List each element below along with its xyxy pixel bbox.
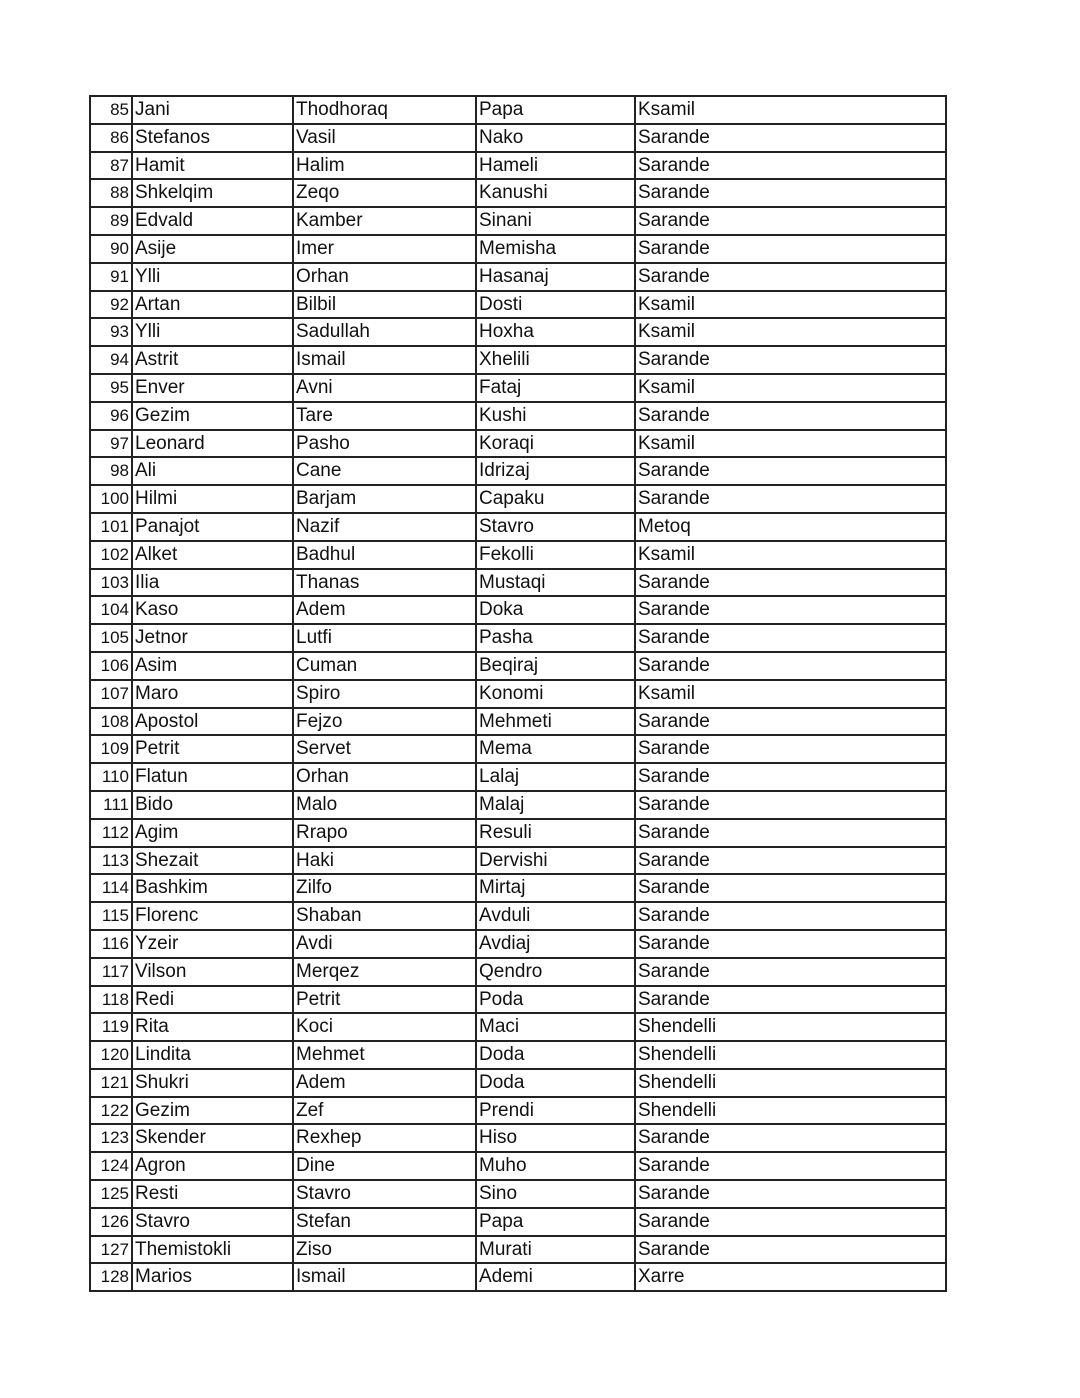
last-name-cell: Maci	[477, 1014, 636, 1040]
row-number-cell: 124	[91, 1153, 133, 1179]
city-cell: Xarre	[638, 1266, 685, 1288]
city-cell: Ksamil	[638, 99, 696, 120]
row-number-cell: 108	[91, 709, 133, 735]
last-name-cell: Papa	[477, 97, 636, 123]
last-name-cell: Sino	[477, 1181, 636, 1207]
last-name-cell: Mirtaj	[477, 875, 636, 901]
row-number-cell: 85	[91, 97, 133, 123]
father-name-cell: Adem	[294, 597, 477, 623]
table-row	[91, 347, 945, 375]
father-name-cell: Pasho	[294, 431, 477, 457]
first-name-cell: Hamit	[133, 153, 294, 179]
first-name-cell: Shezait	[133, 848, 294, 874]
last-name-cell: Hameli	[477, 153, 636, 179]
row-number-cell: 119	[91, 1014, 133, 1040]
row-number-cell: 123	[91, 1125, 133, 1151]
row-number-cell: 103	[91, 570, 133, 596]
city-cell: Sarande	[638, 571, 710, 593]
first-name-cell: Enver	[133, 375, 294, 401]
father-name-cell: Ziso	[294, 1237, 477, 1263]
last-name-cell: Avdiaj	[477, 931, 636, 957]
first-name-cell: Alket	[133, 542, 294, 568]
last-name-cell: Malaj	[477, 792, 636, 818]
last-name-cell: Fataj	[477, 375, 636, 401]
table-row	[91, 403, 945, 431]
first-name-cell: Bashkim	[133, 875, 294, 901]
father-name-cell: Kamber	[294, 208, 477, 234]
last-name-cell: Resuli	[477, 820, 636, 846]
city-cell: Sarande	[638, 960, 710, 982]
row-number-cell: 95	[91, 375, 133, 401]
first-name-cell: Shkelqim	[133, 180, 294, 206]
row-number-cell: 111	[91, 792, 133, 818]
father-name-cell: Shaban	[294, 903, 477, 929]
table-row	[91, 514, 945, 542]
city-cell: Sarande	[638, 210, 710, 232]
city-cell: Sarande	[638, 932, 710, 954]
father-name-cell: Nazif	[294, 514, 477, 540]
row-number-cell: 106	[91, 653, 133, 679]
table-row	[91, 959, 945, 987]
city-cell: Sarande	[638, 1127, 710, 1149]
city-cell: Ksamil	[638, 432, 696, 454]
table-row	[91, 236, 945, 264]
father-name-cell: Haki	[294, 848, 477, 874]
first-name-cell: Vilson	[133, 959, 294, 985]
table-row	[91, 1098, 945, 1126]
city-cell: Sarande	[638, 237, 710, 259]
row-number-cell: 104	[91, 597, 133, 623]
table-row	[91, 458, 945, 486]
city-cell: Sarande	[638, 488, 710, 510]
first-name-cell: Petrit	[133, 736, 294, 762]
name-list-table	[89, 95, 947, 1292]
father-name-cell: Rrapo	[294, 820, 477, 846]
row-number-cell: 114	[91, 875, 133, 901]
first-name-cell: Asije	[133, 236, 294, 262]
first-name-cell: Shukri	[133, 1070, 294, 1096]
last-name-cell: Konomi	[477, 681, 636, 707]
father-name-cell: Thanas	[294, 570, 477, 596]
father-name-cell: Servet	[294, 736, 477, 762]
table-row	[91, 875, 945, 903]
table-row	[91, 1153, 945, 1181]
last-name-cell: Idrizaj	[477, 458, 636, 484]
city-cell: Sarande	[638, 793, 710, 815]
table-row	[91, 1237, 945, 1265]
last-name-cell: Dervishi	[477, 848, 636, 874]
last-name-cell: Mehmeti	[477, 709, 636, 735]
first-name-cell: Themistokli	[133, 1237, 294, 1263]
first-name-cell: Agim	[133, 820, 294, 846]
table-row	[91, 597, 945, 625]
last-name-cell: Fekolli	[477, 542, 636, 568]
last-name-cell: Stavro	[477, 514, 636, 540]
first-name-cell: Bido	[133, 792, 294, 818]
table-row	[91, 542, 945, 570]
father-name-cell: Barjam	[294, 486, 477, 512]
row-number-cell: 105	[91, 625, 133, 651]
father-name-cell: Cuman	[294, 653, 477, 679]
first-name-cell: Ali	[133, 458, 294, 484]
row-number-cell: 102	[91, 542, 133, 568]
city-cell: Sarande	[638, 404, 710, 426]
father-name-cell: Malo	[294, 792, 477, 818]
father-name-cell: Avdi	[294, 931, 477, 957]
father-name-cell: Koci	[294, 1014, 477, 1040]
last-name-cell: Muho	[477, 1153, 636, 1179]
father-name-cell: Stavro	[294, 1181, 477, 1207]
row-number-cell: 128	[91, 1264, 133, 1290]
city-cell: Shendelli	[638, 1044, 717, 1066]
last-name-cell: Beqiraj	[477, 653, 636, 679]
row-number-cell: 86	[91, 125, 133, 151]
table-row	[91, 792, 945, 820]
first-name-cell: Jani	[133, 97, 294, 123]
city-cell: Shendelli	[638, 1099, 717, 1121]
last-name-cell: Dosti	[477, 292, 636, 318]
father-name-cell: Lutfi	[294, 625, 477, 651]
city-cell: Shendelli	[638, 1071, 717, 1093]
first-name-cell: Stavro	[133, 1209, 294, 1235]
last-name-cell: Lalaj	[477, 764, 636, 790]
first-name-cell: Artan	[133, 292, 294, 318]
table-row	[91, 1209, 945, 1237]
father-name-cell: Ismail	[294, 347, 477, 373]
father-name-cell: Fejzo	[294, 709, 477, 735]
father-name-cell: Thodhoraq	[294, 97, 477, 123]
row-number-cell: 118	[91, 987, 133, 1013]
last-name-cell: Kanushi	[477, 180, 636, 206]
table-row	[91, 1264, 945, 1292]
city-cell: Sarande	[638, 126, 710, 148]
first-name-cell: Resti	[133, 1181, 294, 1207]
city-cell: Sarande	[638, 182, 710, 204]
row-number-cell: 98	[91, 458, 133, 484]
last-name-cell: Kushi	[477, 403, 636, 429]
father-name-cell: Avni	[294, 375, 477, 401]
city-cell: Sarande	[638, 738, 710, 760]
table-row	[91, 764, 945, 792]
city-cell: Ksamil	[638, 321, 696, 343]
father-name-cell: Vasil	[294, 125, 477, 151]
first-name-cell: Jetnor	[133, 625, 294, 651]
first-name-cell: Ylli	[133, 319, 294, 345]
first-name-cell: Astrit	[133, 347, 294, 373]
father-name-cell: Cane	[294, 458, 477, 484]
row-number-cell: 88	[91, 180, 133, 206]
first-name-cell: Rita	[133, 1014, 294, 1040]
row-number-cell: 113	[91, 848, 133, 874]
table-row	[91, 1070, 945, 1098]
father-name-cell: Spiro	[294, 681, 477, 707]
last-name-cell: Ademi	[477, 1264, 636, 1290]
first-name-cell: Skender	[133, 1125, 294, 1151]
table-row	[91, 486, 945, 514]
table-row	[91, 319, 945, 347]
last-name-cell: Nako	[477, 125, 636, 151]
row-number-cell: 110	[91, 764, 133, 790]
row-number-cell: 126	[91, 1209, 133, 1235]
city-cell: Sarande	[638, 627, 710, 649]
first-name-cell: Florenc	[133, 903, 294, 929]
row-number-cell: 90	[91, 236, 133, 262]
table-row	[91, 987, 945, 1015]
last-name-cell: Murati	[477, 1237, 636, 1263]
last-name-cell: Sinani	[477, 208, 636, 234]
table-row	[91, 931, 945, 959]
last-name-cell: Xhelili	[477, 347, 636, 373]
father-name-cell: Mehmet	[294, 1042, 477, 1068]
first-name-cell: Yzeir	[133, 931, 294, 957]
father-name-cell: Stefan	[294, 1209, 477, 1235]
father-name-cell: Ismail	[294, 1264, 477, 1290]
city-cell: Sarande	[638, 988, 710, 1010]
row-number-cell: 89	[91, 208, 133, 234]
row-number-cell: 87	[91, 153, 133, 179]
row-number-cell: 115	[91, 903, 133, 929]
first-name-cell: Maro	[133, 681, 294, 707]
row-number-cell: 107	[91, 681, 133, 707]
row-number-cell: 92	[91, 292, 133, 318]
city-cell: Sarande	[638, 877, 710, 899]
father-name-cell: Halim	[294, 153, 477, 179]
table-row	[91, 709, 945, 737]
table-row	[91, 125, 945, 153]
city-cell: Ksamil	[638, 293, 696, 315]
table-row	[91, 625, 945, 653]
table-row	[91, 97, 945, 125]
table-row	[91, 1014, 945, 1042]
row-number-cell: 117	[91, 959, 133, 985]
row-number-cell: 112	[91, 820, 133, 846]
first-name-cell: Flatun	[133, 764, 294, 790]
father-name-cell: Zef	[294, 1098, 477, 1124]
father-name-cell: Imer	[294, 236, 477, 262]
table-row	[91, 570, 945, 598]
row-number-cell: 120	[91, 1042, 133, 1068]
city-cell: Sarande	[638, 265, 710, 287]
first-name-cell: Apostol	[133, 709, 294, 735]
first-name-cell: Ilia	[133, 570, 294, 596]
city-cell: Sarande	[638, 821, 710, 843]
father-name-cell: Orhan	[294, 764, 477, 790]
city-cell: Shendelli	[638, 1016, 717, 1038]
city-cell: Sarande	[638, 1238, 710, 1260]
first-name-cell: Ylli	[133, 264, 294, 290]
row-number-cell: 97	[91, 431, 133, 457]
last-name-cell: Memisha	[477, 236, 636, 262]
table-row	[91, 820, 945, 848]
first-name-cell: Gezim	[133, 1098, 294, 1124]
city-cell: Sarande	[638, 849, 710, 871]
last-name-cell: Papa	[477, 1209, 636, 1235]
father-name-cell: Rexhep	[294, 1125, 477, 1151]
table-row	[91, 736, 945, 764]
city-cell: Sarande	[638, 349, 710, 371]
row-number-cell: 109	[91, 736, 133, 762]
table-row	[91, 903, 945, 931]
first-name-cell: Kaso	[133, 597, 294, 623]
last-name-cell: Pasha	[477, 625, 636, 651]
first-name-cell: Redi	[133, 987, 294, 1013]
first-name-cell: Lindita	[133, 1042, 294, 1068]
row-number-cell: 91	[91, 264, 133, 290]
city-cell: Ksamil	[638, 543, 696, 565]
table-row	[91, 375, 945, 403]
last-name-cell: Hoxha	[477, 319, 636, 345]
first-name-cell: Gezim	[133, 403, 294, 429]
first-name-cell: Stefanos	[133, 125, 294, 151]
table-row	[91, 681, 945, 709]
table-row	[91, 1042, 945, 1070]
last-name-cell: Doda	[477, 1042, 636, 1068]
first-name-cell: Hilmi	[133, 486, 294, 512]
city-cell: Sarande	[638, 154, 710, 176]
table-row	[91, 208, 945, 236]
first-name-cell: Agron	[133, 1153, 294, 1179]
row-number-cell: 125	[91, 1181, 133, 1207]
father-name-cell: Bilbil	[294, 292, 477, 318]
father-name-cell: Petrit	[294, 987, 477, 1013]
city-cell: Sarande	[638, 599, 710, 621]
father-name-cell: Dine	[294, 1153, 477, 1179]
row-number-cell: 96	[91, 403, 133, 429]
first-name-cell: Edvald	[133, 208, 294, 234]
father-name-cell: Adem	[294, 1070, 477, 1096]
table-row	[91, 653, 945, 681]
last-name-cell: Qendro	[477, 959, 636, 985]
father-name-cell: Badhul	[294, 542, 477, 568]
last-name-cell: Doka	[477, 597, 636, 623]
city-cell: Sarande	[638, 1155, 710, 1177]
father-name-cell: Orhan	[294, 264, 477, 290]
city-cell: Sarande	[638, 1183, 710, 1205]
last-name-cell: Avduli	[477, 903, 636, 929]
table-row	[91, 431, 945, 459]
first-name-cell: Leonard	[133, 431, 294, 457]
city-cell: Sarande	[638, 460, 710, 482]
table-row	[91, 1125, 945, 1153]
father-name-cell: Tare	[294, 403, 477, 429]
last-name-cell: Koraqi	[477, 431, 636, 457]
father-name-cell: Zilfo	[294, 875, 477, 901]
table-row	[91, 153, 945, 181]
row-number-cell: 94	[91, 347, 133, 373]
last-name-cell: Doda	[477, 1070, 636, 1096]
row-number-cell: 100	[91, 486, 133, 512]
city-cell: Ksamil	[638, 682, 696, 704]
last-name-cell: Poda	[477, 987, 636, 1013]
last-name-cell: Prendi	[477, 1098, 636, 1124]
table-row	[91, 1181, 945, 1209]
last-name-cell: Capaku	[477, 486, 636, 512]
first-name-cell: Marios	[133, 1264, 294, 1290]
city-cell: Sarande	[638, 654, 710, 676]
table-row	[91, 180, 945, 208]
city-cell: Sarande	[638, 766, 710, 788]
row-number-cell: 101	[91, 514, 133, 540]
father-name-cell: Zeqo	[294, 180, 477, 206]
last-name-cell: Hiso	[477, 1125, 636, 1151]
city-cell: Ksamil	[638, 376, 696, 398]
row-number-cell: 127	[91, 1237, 133, 1263]
row-number-cell: 122	[91, 1098, 133, 1124]
last-name-cell: Hasanaj	[477, 264, 636, 290]
city-cell: Sarande	[638, 1210, 710, 1232]
first-name-cell: Asim	[133, 653, 294, 679]
table-row	[91, 848, 945, 876]
city-cell: Sarande	[638, 710, 710, 732]
father-name-cell: Sadullah	[294, 319, 477, 345]
father-name-cell: Merqez	[294, 959, 477, 985]
last-name-cell: Mema	[477, 736, 636, 762]
city-cell: Sarande	[638, 905, 710, 927]
table-row	[91, 264, 945, 292]
city-cell: Metoq	[638, 515, 691, 537]
first-name-cell: Panajot	[133, 514, 294, 540]
table-row	[91, 292, 945, 320]
row-number-cell: 93	[91, 319, 133, 345]
row-number-cell: 121	[91, 1070, 133, 1096]
row-number-cell: 116	[91, 931, 133, 957]
last-name-cell: Mustaqi	[477, 570, 636, 596]
